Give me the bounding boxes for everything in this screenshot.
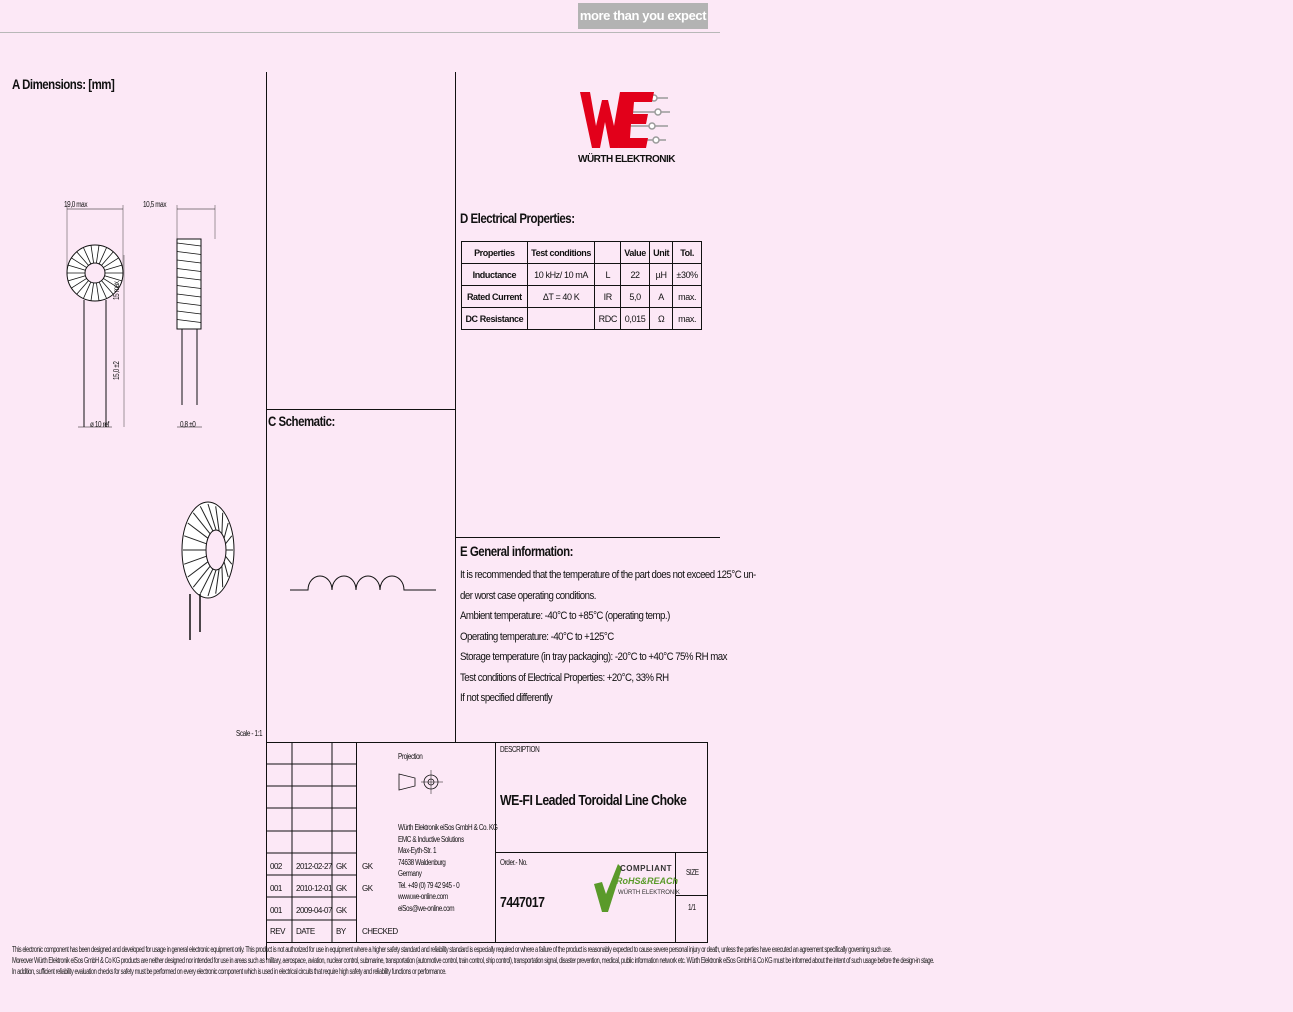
rev-by: GK [336, 883, 347, 893]
scale-label: Scale - 1:1 [236, 729, 263, 738]
row-symbol: L [595, 264, 621, 286]
general-line: Test conditions of Electrical Properties: +20°C, 33% RH [460, 671, 669, 684]
rev-checked: GK [362, 861, 373, 871]
schematic-inductor [288, 560, 438, 600]
checkmark-icon [592, 860, 622, 914]
order-code-label: Order.- No. [500, 858, 528, 867]
rev-cell: REV [270, 926, 285, 936]
header-value: Value [621, 242, 650, 264]
row-unit: µH [650, 264, 673, 286]
table-header-row [462, 242, 702, 264]
rev-cell: 001 [270, 905, 282, 915]
header-divider [0, 32, 720, 33]
company-line: Germany [398, 869, 422, 878]
dim-pitch-label: ø 10 ref [90, 420, 109, 429]
tagline-banner: more than you expect [578, 3, 708, 29]
footer-line: In addition, sufficient reliability evaluation checks for safety must be performed on every electronic component which is used in electrical circuits that require high safety and reliability functions or performance. [12, 967, 447, 976]
row-value: 0,015 [621, 308, 650, 330]
size-label: SIZE [686, 868, 699, 877]
dimension-drawing [40, 195, 230, 445]
general-title: E General information: [460, 543, 573, 559]
page-number: 1/1 [688, 903, 696, 912]
wurth-logo [576, 86, 676, 170]
component-3d-view [176, 498, 246, 648]
titleblock-right-border [707, 742, 708, 942]
footer-disclaimer [12, 944, 1293, 977]
row-property: Inductance [462, 264, 528, 286]
electrical-title: D Electrical Properties: [460, 210, 575, 226]
dim-lead-label-2: 15,0 ±2 [112, 361, 121, 380]
projection-symbol-icon [395, 764, 445, 798]
revision-row [268, 877, 400, 899]
rohs-reach-badge [592, 860, 680, 914]
row-unit: A [650, 286, 673, 308]
general-info-block [460, 565, 796, 709]
row-value: 5,0 [621, 286, 650, 308]
revision-row [268, 921, 400, 941]
table-row [462, 308, 702, 330]
frame-divider-general [455, 537, 720, 538]
rev-by: GK [336, 861, 347, 871]
titleblock-divider-3 [495, 852, 708, 853]
footer-line: Moreover Würth Elektronik eiSos GmbH & Co KG products are neither designed nor intended for use in areas such as military, aerospace, aviation, nuclear control, submarine, transportation (automotive control, train control, ship control), transportation signal, disaster prevention, medical, public information network etc. Würth Elektronik eiSos GmbH & Co KG must be informed about the intent of such usage before the design-in stage. [12, 956, 935, 965]
rev-date: 2012-02-27 [296, 861, 332, 871]
electrical-properties-table [461, 241, 702, 330]
dim-od-label: 19,0 max [64, 200, 88, 209]
dim-width-label: 10,5 max [143, 200, 167, 209]
rev-checked: GK [362, 883, 373, 893]
header-properties: Properties [462, 242, 528, 264]
row-unit: Ω [650, 308, 673, 330]
row-tolerance: max. [673, 308, 702, 330]
footer-line: This electronic component has been designed and developed for usage in general electronic equipment only. This product is not authorized for use in equipment where a higher safety standard and reliability standard is especially required or where a failure of the product is reasonably expected to cause severe personal injury or death, unless the parties have executed an agreement specifically governing such use. [12, 945, 892, 954]
row-condition [527, 308, 595, 330]
row-condition: 10 kHz/ 10 mA [527, 264, 595, 286]
company-line: www.we-online.com [398, 892, 448, 901]
dim-pin-label: 0,8 ±0 [180, 420, 196, 429]
row-tolerance: ±30% [673, 264, 702, 286]
dim-lead-label-1: 15 max [112, 281, 121, 300]
general-line: Operating temperature: -40°C to +125°C [460, 630, 614, 643]
rohs-reach-text: RoHS&REACh [616, 876, 678, 886]
frame-divider-right [455, 72, 456, 742]
row-condition: ΔT = 40 K [527, 286, 595, 308]
general-line: Storage temperature (in tray packaging): -20°C to +40°C 75% RH max [460, 651, 727, 663]
company-line: EMC & Inductive Solutions [398, 834, 464, 844]
table-row [462, 264, 702, 286]
titleblock-bottom-border [266, 942, 708, 943]
company-line: eiSos@we-online.com [398, 903, 455, 913]
rev-by: GK [336, 905, 347, 915]
logo-brand-text: WÜRTH ELEKTRONIK [578, 154, 675, 165]
order-code: 7447017 [500, 894, 545, 911]
schematic-title: C Schematic: [268, 413, 335, 429]
header-tolerance: Tol. [673, 242, 702, 264]
rev-cell: 001 [270, 883, 282, 893]
badge-brand-text: WÜRTH ELEKTRONIK [618, 890, 680, 896]
company-line: Tel. +49 (0) 79 42 945 - 0 [398, 880, 460, 890]
rev-checked [360, 899, 400, 921]
product-description: WE-FI Leaded Toroidal Line Choke [500, 792, 687, 809]
rev-date: 2010-12-01 [296, 883, 332, 893]
row-property: Rated Current [462, 286, 528, 308]
projection-label: Projection [398, 752, 423, 761]
header-symbol [595, 242, 621, 264]
revision-row [268, 899, 400, 921]
row-symbol: RDC [595, 308, 621, 330]
titleblock-divider-4 [675, 852, 676, 942]
compliant-text: COMPLIANT [620, 864, 673, 873]
rev-date: DATE [296, 926, 315, 936]
general-line: It is recommended that the temperature of the part does not exceed 125°C un- [460, 569, 756, 581]
company-line: Max-Eyth-Str. 1 [398, 846, 437, 855]
general-line: If not specified differently [460, 692, 553, 704]
row-symbol: IR [595, 286, 621, 308]
revision-table [268, 855, 400, 941]
header-test-conditions: Test conditions [527, 242, 595, 264]
row-value: 22 [621, 264, 650, 286]
rev-date: 2009-04-07 [296, 905, 332, 915]
rev-checked: CHECKED [362, 926, 398, 936]
frame-divider-schematic [266, 409, 455, 410]
rev-by: BY [336, 926, 346, 936]
table-row [462, 286, 702, 308]
header-unit: Unit [650, 242, 673, 264]
dimensions-title: A Dimensions: [mm] [12, 76, 115, 92]
row-tolerance: max. [673, 286, 702, 308]
we-logo-mark [576, 86, 676, 156]
revision-row [268, 855, 400, 877]
description-label: DESCRIPTION [500, 745, 540, 754]
general-line: Ambient temperature: -40°C to +85°C (operating temp.) [460, 610, 670, 622]
row-property: DC Resistance [462, 308, 528, 330]
company-line: Würth Elektronik eiSos GmbH & Co. KG [398, 823, 498, 832]
company-line: 74638 Waldenburg [398, 857, 446, 867]
general-line: der worst case operating conditions. [460, 589, 596, 602]
rev-cell: 002 [270, 861, 282, 871]
